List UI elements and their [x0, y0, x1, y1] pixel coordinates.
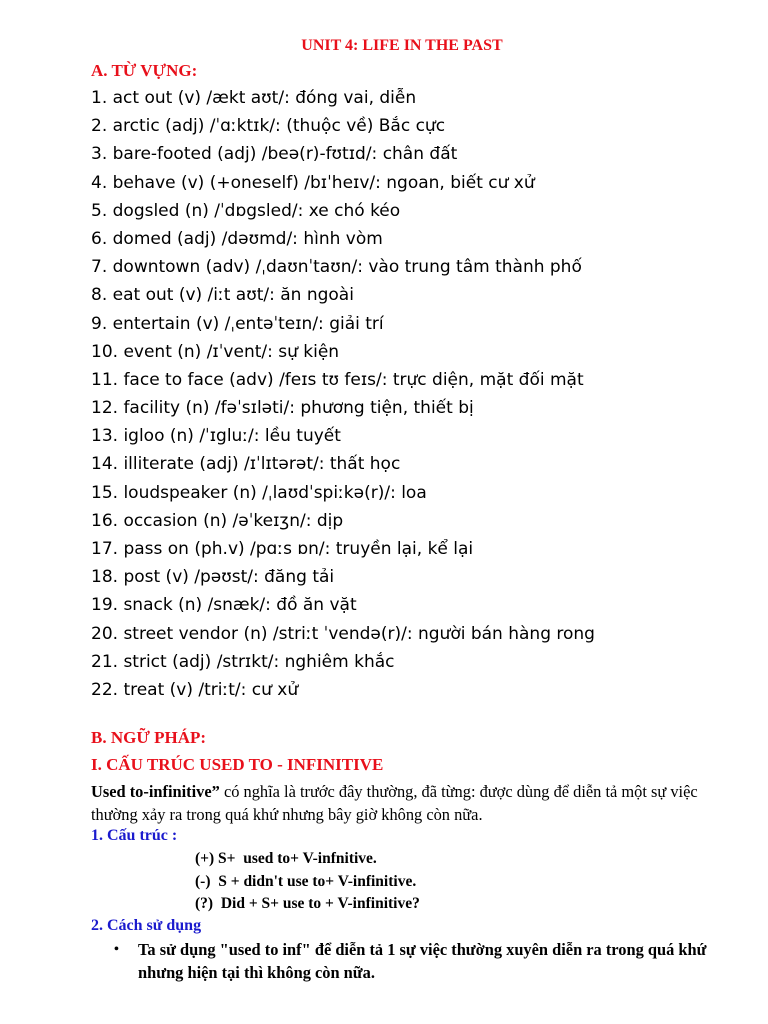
vocab-item: 3. bare-footed (adj) /beə(r)-fʊtɪd/: chân đất: [91, 144, 458, 165]
vocab-item: 7. downtown (adv) /ˌdaʊnˈtaʊn/: vào trung tâm thành phố: [91, 257, 582, 278]
vocab-item: 1. act out (v) /ækt aʊt/: đóng vai, diễn: [91, 88, 417, 108]
bullet-icon: •: [114, 942, 119, 957]
vocab-item: 19. snack (n) /snæk/: đồ ăn vặt: [91, 595, 357, 616]
structure-question: (?) Did + S+ use to + V-infinitive?: [195, 895, 420, 912]
vocab-item: 13. igloo (n) /ˈɪgluː/: lều tuyết: [91, 426, 341, 447]
usage-bullet-text: Ta sử dụng "used to inf" để diễn tả 1 sự việc thường xuyên diễn ra trong quá khứ nhưng hiện tại thì không còn nữa.: [138, 940, 707, 982]
vocab-item: 12. facility (n) /fəˈsɪləti/: phương tiện, thiết bị: [91, 398, 474, 419]
intro-text: có nghĩa là trước đây thường, đã từng: được dùng để diễn tả một sự việc thường xảy ra trong quá khứ nhưng bây giờ không còn nữa.: [91, 782, 698, 824]
usage-heading: 2. Cách sử dụng: [91, 917, 202, 934]
vocab-item: 9. entertain (v) /ˌentəˈteɪn/: giải trí: [91, 313, 384, 334]
intro-paragraph: [91, 780, 731, 826]
section-a-heading: A. TỪ VỰNG:: [91, 61, 198, 80]
vocabulary-list: [91, 86, 595, 706]
vocab-item: 18. post (v) /pəʊst/: đăng tải: [91, 567, 335, 588]
vocab-item: 11. face to face (adv) /feɪs tʊ feɪs/: trực diện, mặt đối mặt: [91, 369, 584, 390]
subsection-heading: I. CẤU TRÚC USED TO - INFINITIVE: [91, 755, 384, 774]
vocab-item: 14. illiterate (adj) /ɪˈlɪtərət/: thất học: [91, 454, 401, 475]
section-b-heading: B. NGỮ PHÁP:: [91, 728, 207, 747]
intro-term: Used to-infinitive”: [91, 782, 220, 801]
vocab-item: 16. occasion (n) /əˈkeɪʒn/: dịp: [91, 510, 344, 531]
structure-heading: 1. Cấu trúc :: [91, 827, 178, 844]
vocab-item: 2. arctic (adj) /ˈɑːktɪk/: (thuộc về) Bắc cực: [91, 116, 446, 137]
vocab-item: 20. street vendor (n) /striːt ˈvendə(r)/: người bán hàng rong: [91, 623, 595, 644]
vocab-item: 8. eat out (v) /iːt aʊt/: ăn ngoài: [91, 285, 354, 306]
vocab-item: 17. pass on (ph.v) /pɑːs ɒn/: truyền lại, kể lại: [91, 539, 474, 559]
structure-affirmative: (+) S+ used to+ V-infnitive.: [195, 850, 377, 867]
vocab-item: 21. strict (adj) /strɪkt/: nghiêm khắc: [91, 651, 395, 672]
vocab-item: 6. domed (adj) /dəʊmd/: hình vòm: [91, 228, 383, 249]
vocab-item: 10. event (n) /ɪˈvent/: sự kiện: [91, 341, 340, 362]
vocab-item: 15. loudspeaker (n) /ˌlaʊdˈspiːkə(r)/: loa: [91, 482, 427, 503]
vocab-item: 22. treat (v) /triːt/: cư xử: [91, 679, 299, 700]
structure-negative: (-) S + didn't use to+ V-infinitive.: [195, 873, 417, 890]
page-title: UNIT 4: LIFE IN THE PAST: [301, 37, 503, 54]
vocab-item: 5. dogsled (n) /ˈdɒgsled/: xe chó kéo: [91, 200, 401, 221]
vocab-item: 4. behave (v) (+oneself) /bɪˈheɪv/: ngoan, biết cư xử: [91, 172, 535, 193]
usage-bullet-item: [114, 938, 724, 984]
